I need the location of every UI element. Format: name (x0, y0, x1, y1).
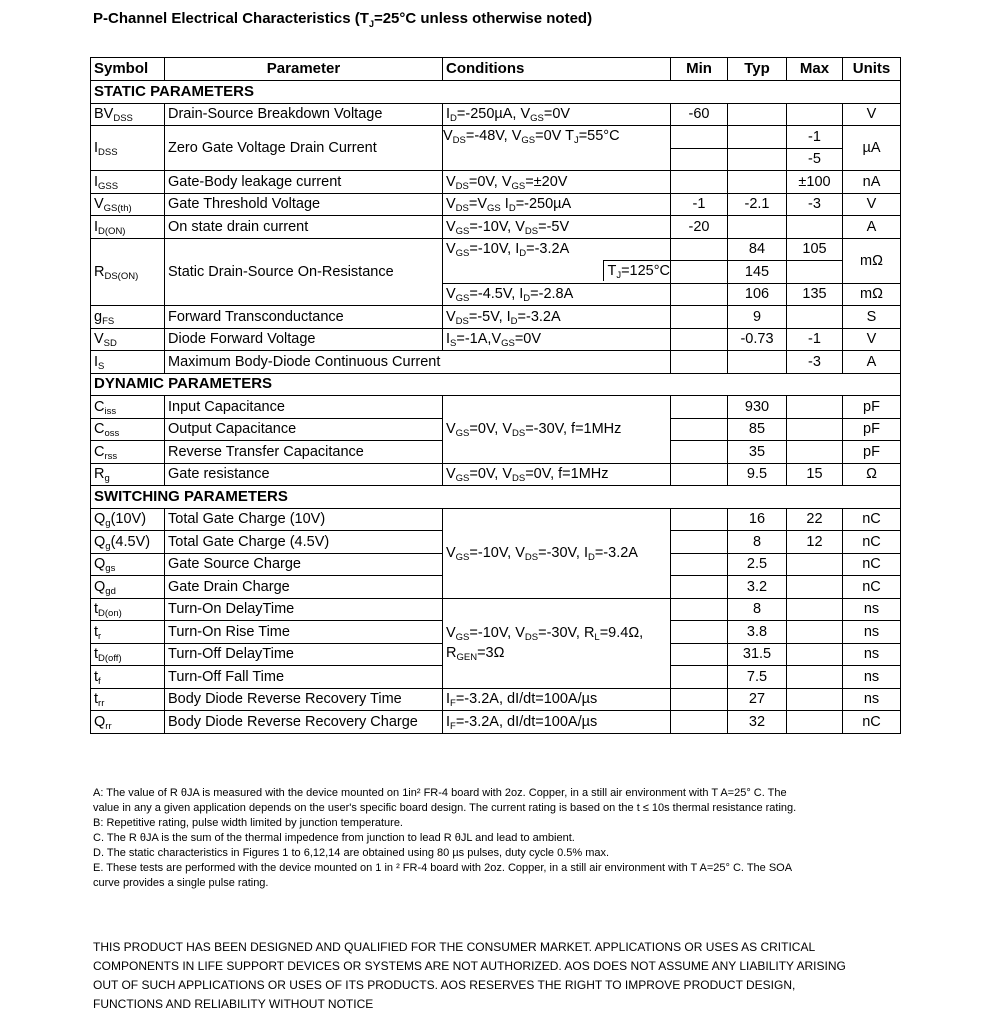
conditions-cell: $I_F=-3.2A$, dI/dt=100A/µs (443, 688, 671, 711)
conditions-cell: $V_{GS}=-4.5V$, $I_D=-2.8A$ (443, 283, 671, 306)
conditions-cell: $V_{DS}=0V$, $V_{GS}=\pm 20V$ (443, 171, 671, 194)
note-c: C. The R θJA is the sum of the thermal impedence from junction to lead R θJL and lead to ambient. (93, 832, 575, 844)
parameter-cell: Input Capacitance (165, 396, 443, 419)
symbol-cell: $R_{DS(ON)}$ (91, 238, 165, 306)
parameter-cell: Total Gate Charge (10V) (165, 508, 443, 531)
parameter-cell: Body Diode Reverse Recovery Charge (165, 711, 443, 734)
symbol-cell: $Q_g(10V)$ (91, 508, 165, 531)
page-title: P-Channel Electrical Characteristics ($T_J=25^\circ C$ unless otherwise noted) (93, 10, 593, 29)
disclaimer-line: FUNCTIONS AND RELIABILITY WITHOUT NOTICE (93, 997, 374, 1011)
symbol-cell: $V_{SD}$ (91, 328, 165, 351)
parameter-cell: Maximum Body-Diode Continuous Current (165, 351, 671, 374)
units-cell: pF (843, 418, 901, 441)
parameter-cell: Gate-Body leakage current (165, 171, 443, 194)
typ-cell: 106 (728, 283, 787, 306)
table-row (91, 351, 901, 374)
typ-cell: 32 (728, 711, 787, 734)
max-cell: 22 (787, 508, 843, 531)
table-row (91, 396, 901, 419)
table-row (91, 306, 901, 329)
parameter-cell: Gate Threshold Voltage (165, 193, 443, 216)
conditions-cell: $V_{GS}=0V$, $V_{DS}=-30V$, f=1MHz (443, 396, 671, 464)
units-cell: Ω (843, 463, 901, 486)
units-cell: nA (843, 171, 901, 194)
symbol-cell: $I_{GSS}$ (91, 171, 165, 194)
parameter-cell: Turn-Off Fall Time (165, 666, 443, 689)
symbol-cell: $t_{D(on)}$ (91, 598, 165, 621)
symbol-cell: $C_{oss}$ (91, 418, 165, 441)
conditions-cell: $V_{DS}=V_{GS}$ $I_D=-250\mu A$ (443, 193, 671, 216)
parameter-cell: Drain-Source Breakdown Voltage (165, 103, 443, 126)
max-cell: 105 (787, 238, 843, 261)
typ-cell: 85 (728, 418, 787, 441)
units-cell: A (843, 351, 901, 374)
parameter-cell: Turn-Off DelayTime (165, 643, 443, 666)
units-cell: nC (843, 553, 901, 576)
electrical-characteristics-table (90, 57, 901, 734)
max-cell: -3 (787, 193, 843, 216)
conditions-cell: $V_{GS}=-10V$, $V_{DS}=-30V$, $I_D=-3.2A$ (443, 508, 671, 598)
parameter-cell: Forward Transconductance (165, 306, 443, 329)
symbol-cell: $C_{iss}$ (91, 396, 165, 419)
parameter-cell: Body Diode Reverse Recovery Time (165, 688, 443, 711)
parameter-cell: Gate Source Charge (165, 553, 443, 576)
units-cell: µA (843, 126, 901, 171)
conditions-cell: $V_{GS}=0V$, $V_{DS}=0V$, f=1MHz (443, 463, 671, 486)
symbol-cell: $Q_{gd}$ (91, 576, 165, 599)
symbol-cell: $C_{rss}$ (91, 441, 165, 464)
parameter-cell: Gate Drain Charge (165, 576, 443, 599)
symbol-cell: $t_f$ (91, 666, 165, 689)
symbol-cell: $Q_{rr}$ (91, 711, 165, 734)
typ-cell: 35 (728, 441, 787, 464)
conditions-cell: $V_{DS}=-48V$, $V_{GS}=0V$ $T_J=55^\circ C$ (443, 126, 671, 171)
typ-cell: 16 (728, 508, 787, 531)
table-row (91, 508, 901, 531)
symbol-cell: $Q_g(4.5V)$ (91, 531, 165, 554)
table-row (91, 688, 901, 711)
note-b: B: Repetitive rating, pulse width limited by junction temperature. (93, 817, 403, 829)
units-cell: ns (843, 643, 901, 666)
typ-cell: 145 (728, 261, 787, 284)
table-header-row (91, 58, 901, 81)
parameter-cell: Turn-On Rise Time (165, 621, 443, 644)
symbol-cell: $t_{rr}$ (91, 688, 165, 711)
units-cell: V (843, 193, 901, 216)
min-cell: -60 (671, 103, 728, 126)
conditions-cell: $V_{GS}=-10V$, $I_D=-3.2A$ $T_J=125^\circ C$ (443, 238, 671, 283)
table-row (91, 328, 901, 351)
disclaimer-line: THIS PRODUCT HAS BEEN DESIGNED AND QUALIFIED FOR THE CONSUMER MARKET. APPLICATIONS OR USES AS CRITICAL (93, 940, 816, 954)
symbol-cell: $BV_{DSS}$ (91, 103, 165, 126)
section-switching: SWITCHING PARAMETERS (91, 486, 901, 509)
table-row (91, 103, 901, 126)
table-row (91, 238, 901, 261)
units-cell: nC (843, 576, 901, 599)
typ-cell: -2.1 (728, 193, 787, 216)
units-cell: pF (843, 441, 901, 464)
parameter-cell: Total Gate Charge (4.5V) (165, 531, 443, 554)
typ-cell: 8 (728, 598, 787, 621)
typ-cell: 9 (728, 306, 787, 329)
symbol-cell: $V_{GS(th)}$ (91, 193, 165, 216)
header-min: Min (671, 58, 728, 81)
max-cell: -1 (787, 328, 843, 351)
table-row (91, 193, 901, 216)
typ-cell: 8 (728, 531, 787, 554)
header-units: Units (843, 58, 901, 81)
conditions-cell: $V_{GS}=-10V$, $V_{DS}=-5V$ (443, 216, 671, 239)
typ-cell (728, 103, 787, 126)
footnotes (93, 786, 903, 891)
typ-cell: 2.5 (728, 553, 787, 576)
conditions-cell: $V_{GS}=-10V$, $V_{DS}=-30V$, $R_L=9.4\Omega$, $R_{GEN}=3\Omega$ (443, 598, 671, 688)
section-static: STATIC PARAMETERS (91, 81, 901, 104)
units-cell: ns (843, 666, 901, 689)
table-row (91, 171, 901, 194)
disclaimer-line: OUT OF SUCH APPLICATIONS OR USES OF ITS PRODUCTS. AOS RESERVES THE RIGHT TO IMPROVE PRODUCT DESIGN, (93, 978, 796, 992)
symbol-cell: $I_{D(ON)}$ (91, 216, 165, 239)
max-cell (787, 103, 843, 126)
note-a-line2: value in any a given application depends on the user's specific board design. The current rating is based on the t ≤ 10s thermal resistance rating. (93, 802, 797, 814)
max-cell: -3 (787, 351, 843, 374)
symbol-cell: $I_{DSS}$ (91, 126, 165, 171)
note-a-line1: A: The value of R θJA is measured with the device mounted on 1in² FR-4 board with 2oz. Copper, in a still air environment with T A=25° C. The (93, 787, 787, 799)
typ-cell: 930 (728, 396, 787, 419)
units-cell: S (843, 306, 901, 329)
max-cell: 135 (787, 283, 843, 306)
header-max: Max (787, 58, 843, 81)
note-e-line2: curve provides a single pulse rating. (93, 877, 269, 889)
units-cell: nC (843, 508, 901, 531)
note-e-line1: E. These tests are performed with the device mounted on 1 in ² FR-4 board with 2oz. Copper, in a still air environment with T A=25° C. The SOA (93, 862, 793, 874)
typ-cell: 27 (728, 688, 787, 711)
table-row (91, 711, 901, 734)
min-cell: -1 (671, 193, 728, 216)
units-cell: pF (843, 396, 901, 419)
units-cell: V (843, 328, 901, 351)
header-typ: Typ (728, 58, 787, 81)
typ-cell: 9.5 (728, 463, 787, 486)
units-cell: ns (843, 598, 901, 621)
units-cell: mΩ (843, 238, 901, 283)
max-cell: ±100 (787, 171, 843, 194)
table-row (91, 126, 901, 149)
parameter-cell: Zero Gate Voltage Drain Current (165, 126, 443, 171)
symbol-cell: $Q_{gs}$ (91, 553, 165, 576)
typ-cell: 31.5 (728, 643, 787, 666)
units-cell: ns (843, 621, 901, 644)
units-cell: nC (843, 531, 901, 554)
parameter-cell: On state drain current (165, 216, 443, 239)
parameter-cell: Gate resistance (165, 463, 443, 486)
units-cell: V (843, 103, 901, 126)
table-row (91, 463, 901, 486)
section-dynamic: DYNAMIC PARAMETERS (91, 373, 901, 396)
typ-cell: -0.73 (728, 328, 787, 351)
table-row (91, 598, 901, 621)
units-cell: nC (843, 711, 901, 734)
parameter-cell: Diode Forward Voltage (165, 328, 443, 351)
conditions-cell: $V_{DS}=-5V$, $I_D=-3.2A$ (443, 306, 671, 329)
disclaimer-line: COMPONENTS IN LIFE SUPPORT DEVICES OR SYSTEMS ARE NOT AUTHORIZED. AOS DOES NOT ASSUME ANY LIABILITY ARISING (93, 959, 846, 973)
header-parameter: Parameter (165, 58, 443, 81)
max-cell: 15 (787, 463, 843, 486)
parameter-cell: Reverse Transfer Capacitance (165, 441, 443, 464)
typ-cell: 7.5 (728, 666, 787, 689)
symbol-cell: $R_g$ (91, 463, 165, 486)
units-cell: A (843, 216, 901, 239)
symbol-cell: $I_S$ (91, 351, 165, 374)
max-cell: -1 (787, 126, 843, 149)
header-symbol: Symbol (91, 58, 165, 81)
typ-cell: 3.8 (728, 621, 787, 644)
parameter-cell: Static Drain-Source On-Resistance (165, 238, 443, 306)
max-cell: -5 (787, 148, 843, 171)
units-cell: mΩ (843, 283, 901, 306)
parameter-cell: Turn-On DelayTime (165, 598, 443, 621)
typ-cell: 84 (728, 238, 787, 261)
table-row (91, 216, 901, 239)
min-cell: -20 (671, 216, 728, 239)
symbol-cell: $g_{FS}$ (91, 306, 165, 329)
symbol-cell: $t_{D(off)}$ (91, 643, 165, 666)
units-cell: ns (843, 688, 901, 711)
typ-cell: 3.2 (728, 576, 787, 599)
max-cell: 12 (787, 531, 843, 554)
disclaimer (93, 938, 893, 1014)
symbol-cell: $t_r$ (91, 621, 165, 644)
tj-condition: $T_J=125^\circ C$ (603, 260, 670, 281)
conditions-cell: $I_D=-250\mu A$, $V_{GS}=0V$ (443, 103, 671, 126)
conditions-cell: $I_F=-3.2A$, dI/dt=100A/µs (443, 711, 671, 734)
note-d: D. The static characteristics in Figures 1 to 6,12,14 are obtained using 80 µs pulses, duty cycle 0.5% max. (93, 847, 610, 859)
header-conditions: Conditions (443, 58, 671, 81)
conditions-cell: $I_S=-1A,V_{GS}=0V$ (443, 328, 671, 351)
parameter-cell: Output Capacitance (165, 418, 443, 441)
